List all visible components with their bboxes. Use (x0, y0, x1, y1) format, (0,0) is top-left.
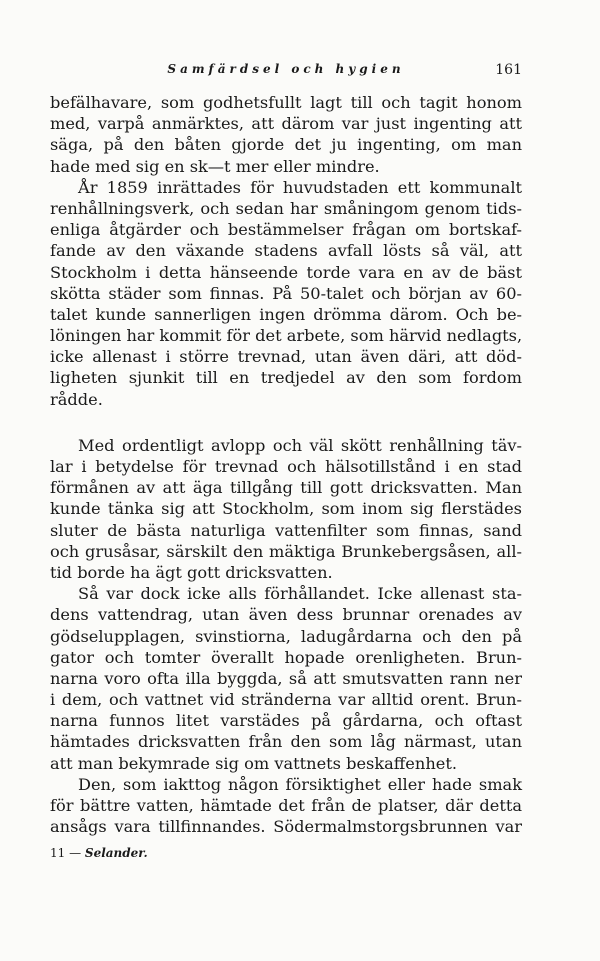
text-line: Den, som iakttog någon försiktighet eller hade smak (78, 774, 522, 794)
text-line: ligheten sjunkit till en tredjedel av den som fordom (50, 368, 522, 388)
paragraph (50, 583, 522, 774)
text-line: rådde. (50, 389, 103, 409)
text-line: Stockholm i detta hänseende torde vara en av de bäst (50, 262, 522, 282)
printer-signature (50, 846, 148, 860)
paragraph (50, 774, 522, 838)
text-line: År 1859 inrättades för huvudstaden ett kommunalt (78, 177, 522, 197)
text-line: narna voro ofta illa byggda, så att smutsvatten rann ner (50, 668, 522, 688)
text-line: narna funnos litet varstädes på gårdarna, och oftast (50, 711, 522, 731)
text-line: lar i betydelse för trevnad och hälsotillstånd i en stad (50, 457, 522, 476)
text-line: gator och tomter överallt hopade orenligheten. Brun- (50, 647, 522, 667)
text-line: säga, på den båten gjorde det ju ingenting, om man (50, 135, 522, 155)
text-line: renhållningsverk, och sedan har småningom genom tids- (50, 198, 522, 218)
text-line: icke allenast i större trevnad, utan även däri, att död- (50, 347, 522, 367)
text-line: sluter de bästa naturliga vattenfilter som finnas, sand (50, 520, 522, 540)
text-line: Med ordentligt avlopp och väl skött renhållning täv- (78, 435, 522, 455)
text-line: talet kunde sannerligen ingen drömma därom. Och be- (50, 304, 522, 324)
text-line: och grusåsar, särskilt den mäktiga Brunkebergsåsen, all- (50, 541, 522, 561)
page-header (50, 62, 522, 84)
text-line: skötta städer som finnas. På 50-talet och början av 60- (50, 283, 522, 303)
text-line: Så var dock icke alls förhållandet. Icke allenast sta- (78, 584, 522, 604)
running-title: Samfärdsel och hygien (167, 62, 405, 76)
page-number: 161 (495, 62, 522, 78)
text-line: att man bekymrade sig om vattnets beskaffenhet. (50, 753, 457, 773)
text-line: löningen har kommit för det arbete, som härvid nedlagts, (50, 326, 523, 346)
text-line: för bättre vatten, hämtade det från de platser, där detta (50, 796, 522, 815)
text-line: fande av den växande stadens avfall lösts så väl, att (50, 241, 522, 261)
paragraph (50, 92, 522, 177)
signature-name: Selander. (84, 846, 148, 860)
text-line: med, varpå anmärktes, att därom var just ingenting att (50, 114, 522, 134)
text-line: i dem, och vattnet vid stränderna var alltid orent. Brun- (50, 690, 522, 710)
text-line: hämtades dricksvatten från den som låg närmast, utan (50, 732, 522, 752)
text-line: ansågs vara tillfinnandes. Södermalmstorgsbrunnen var (50, 817, 522, 837)
signature-number: 11 — (50, 846, 82, 860)
text-line: kunde tänka sig att Stockholm, som inom sig flerstädes (50, 499, 522, 519)
text-line: tid borde ha ägt gott dricksvatten. (50, 562, 333, 582)
text-line: dens vattendrag, utan även dess brunnar orenades av (50, 605, 522, 625)
body-text (50, 92, 522, 837)
text-line: enliga åtgärder och bestämmelser frågan om bortskaf- (50, 220, 522, 240)
paragraph (50, 435, 522, 583)
text-line: hade med sig en sk—t mer eller mindre. (50, 156, 380, 176)
text-line: befälhavare, som godhetsfullt lagt till och tagit honom (50, 93, 522, 112)
paragraph (50, 177, 522, 410)
text-line: förmånen av att äga tillgång till gott dricksvatten. Man (50, 478, 522, 498)
text-line: gödselupplagen, svinstiorna, ladugårdarna och den på (50, 626, 522, 646)
